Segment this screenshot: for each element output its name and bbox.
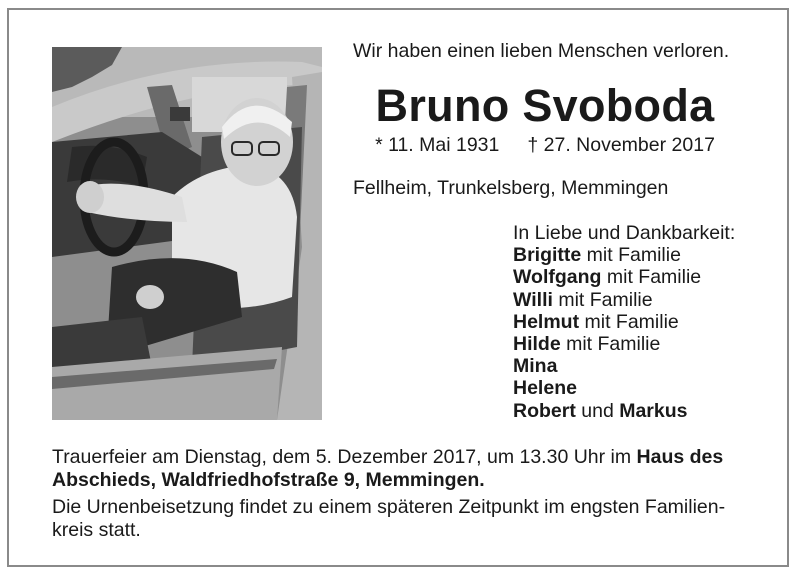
ceremony-location-2: Abschieds, Waldfriedhofstraße 9, Memmingen.: [52, 469, 485, 491]
mourner-name: Brigitte: [513, 244, 582, 267]
mourner-name: Wolfgang: [513, 266, 602, 289]
mourner-suffix: mit Familie: [601, 266, 702, 289]
places-line: Fellheim, Trunkelsberg, Memmingen: [353, 177, 669, 199]
ceremony-text: Trauerfeier am Dienstag, dem 5. Dezember 2017, um 13.30 Uhr im: [52, 446, 637, 468]
mourner-item: [513, 400, 735, 422]
mourner-suffix: mit Familie: [552, 288, 653, 311]
gratitude-line: In Liebe und Dankbarkeit:: [513, 222, 736, 244]
mourner-name: Hilde: [513, 333, 561, 356]
mourner-name: Helmut: [513, 310, 580, 333]
deceased-name: Bruno Svoboda: [375, 80, 715, 131]
mourner-name-2: Markus: [619, 399, 688, 422]
mourner-item: [513, 311, 735, 333]
ceremony-location-1: Haus des: [636, 446, 724, 468]
urn-line-2: kreis statt.: [52, 519, 141, 541]
mourner-name: Helene: [513, 377, 577, 400]
mourner-suffix: und: [575, 399, 620, 422]
mourner-item: [513, 377, 735, 399]
mourner-name: Robert: [513, 399, 576, 422]
portrait-photo: [52, 47, 322, 420]
mourner-item: [513, 266, 735, 288]
ceremony-info: [52, 446, 762, 492]
mourner-suffix: mit Familie: [581, 244, 681, 267]
intro-line: Wir haben einen lieben Menschen verloren.: [353, 40, 730, 62]
life-dates: [340, 134, 750, 157]
urn-line-1: Die Urnenbeisetzung findet zu einem späteren Zeitpunkt im engsten Familien-: [52, 496, 726, 518]
death-date: † 27. November 2017: [527, 134, 715, 156]
mourner-item: [513, 244, 735, 266]
birth-date: * 11. Mai 1931: [375, 134, 500, 156]
mourner-suffix: mit Familie: [560, 333, 661, 356]
mourner-name: Mina: [513, 355, 558, 378]
mourner-name: Willi: [513, 288, 553, 311]
mourner-item: [513, 355, 735, 377]
mourner-item: [513, 289, 735, 311]
mourners-block: [513, 222, 735, 422]
mourner-suffix: mit Familie: [579, 310, 679, 333]
mourner-item: [513, 333, 735, 355]
urn-burial-info: [52, 496, 762, 542]
